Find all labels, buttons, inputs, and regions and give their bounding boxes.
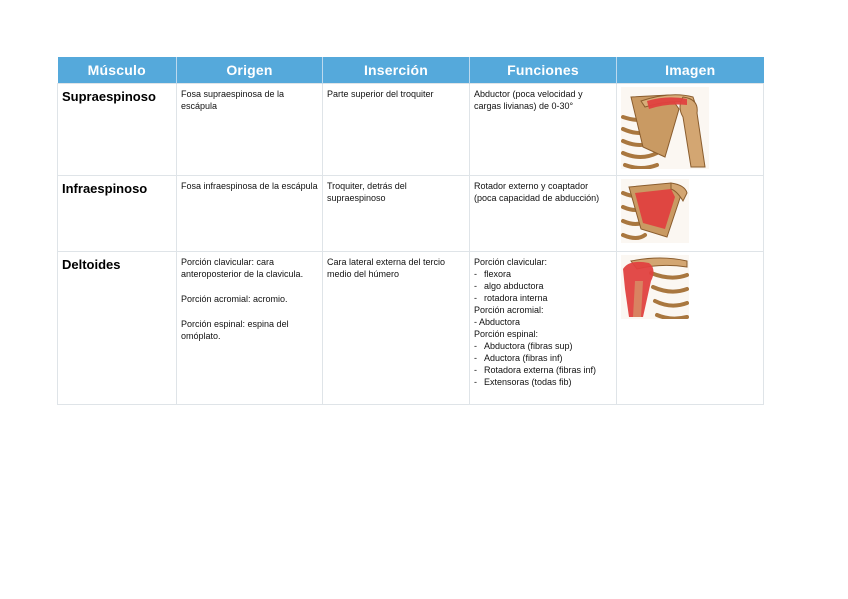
origin-text: Porción acromial: acromio.	[181, 294, 288, 304]
deltoid-illustration	[621, 255, 689, 319]
muscle-name-cell: Deltoides	[58, 252, 177, 405]
origin-text: Porción espinal: espina del omóplato.	[181, 319, 289, 341]
origin-cell	[177, 84, 323, 176]
function-item: - flexora	[474, 269, 512, 279]
function-item: - Extensoras (todas fib)	[474, 377, 572, 387]
function-text: Rotador externo y coaptador (poca capacidad de abducción)	[474, 181, 600, 203]
function-item: - rotadora interna	[474, 293, 548, 303]
function-item: - Rotadora externa (fibras inf)	[474, 365, 597, 375]
header-imagen: Imagen	[617, 57, 764, 84]
table-row	[58, 176, 764, 252]
functions-cell	[470, 252, 617, 405]
header-funciones: Funciones	[470, 57, 617, 84]
insertion-cell: Parte superior del troquiter	[323, 84, 470, 176]
function-text: Abductor (poca velocidad y cargas livianas) de 0-30°	[474, 89, 583, 111]
function-item: - Aductora (fibras inf)	[474, 353, 563, 363]
image-cell	[617, 84, 764, 176]
functions-cell	[470, 176, 617, 252]
function-section-title: Porción clavicular:	[474, 257, 548, 267]
function-item: - algo abductora	[474, 281, 544, 291]
origin-text: Porción clavicular: cara anteroposterior de la clavicula.	[181, 257, 304, 279]
insertion-cell: Cara lateral externa del tercio medio del húmero	[323, 252, 470, 405]
function-item: - Abductora	[474, 317, 521, 327]
muscle-name-cell: Infraespinoso	[58, 176, 177, 252]
function-section-title: Porción acromial:	[474, 305, 544, 315]
table-row	[58, 84, 764, 176]
image-cell	[617, 176, 764, 252]
origin-text: Fosa infraespinosa de la escápula	[181, 181, 318, 191]
infraspinatus-illustration	[621, 179, 689, 243]
image-cell	[617, 252, 764, 405]
header-musculo: Músculo	[58, 57, 177, 84]
header-origen: Origen	[177, 57, 323, 84]
function-item: - Abductora (fibras sup)	[474, 341, 573, 351]
insertion-cell: Troquiter, detrás del supraespinoso	[323, 176, 470, 252]
muscle-table	[57, 57, 764, 405]
table-row	[58, 252, 764, 405]
origin-text: Fosa supraespinosa de la escápula	[181, 89, 285, 111]
header-insercion: Inserción	[323, 57, 470, 84]
supraspinatus-illustration	[621, 87, 709, 169]
table-header-row	[58, 57, 764, 84]
origin-cell	[177, 176, 323, 252]
origin-cell	[177, 252, 323, 405]
functions-cell	[470, 84, 617, 176]
function-section-title: Porción espinal:	[474, 329, 539, 339]
muscle-name-cell: Supraespinoso	[58, 84, 177, 176]
